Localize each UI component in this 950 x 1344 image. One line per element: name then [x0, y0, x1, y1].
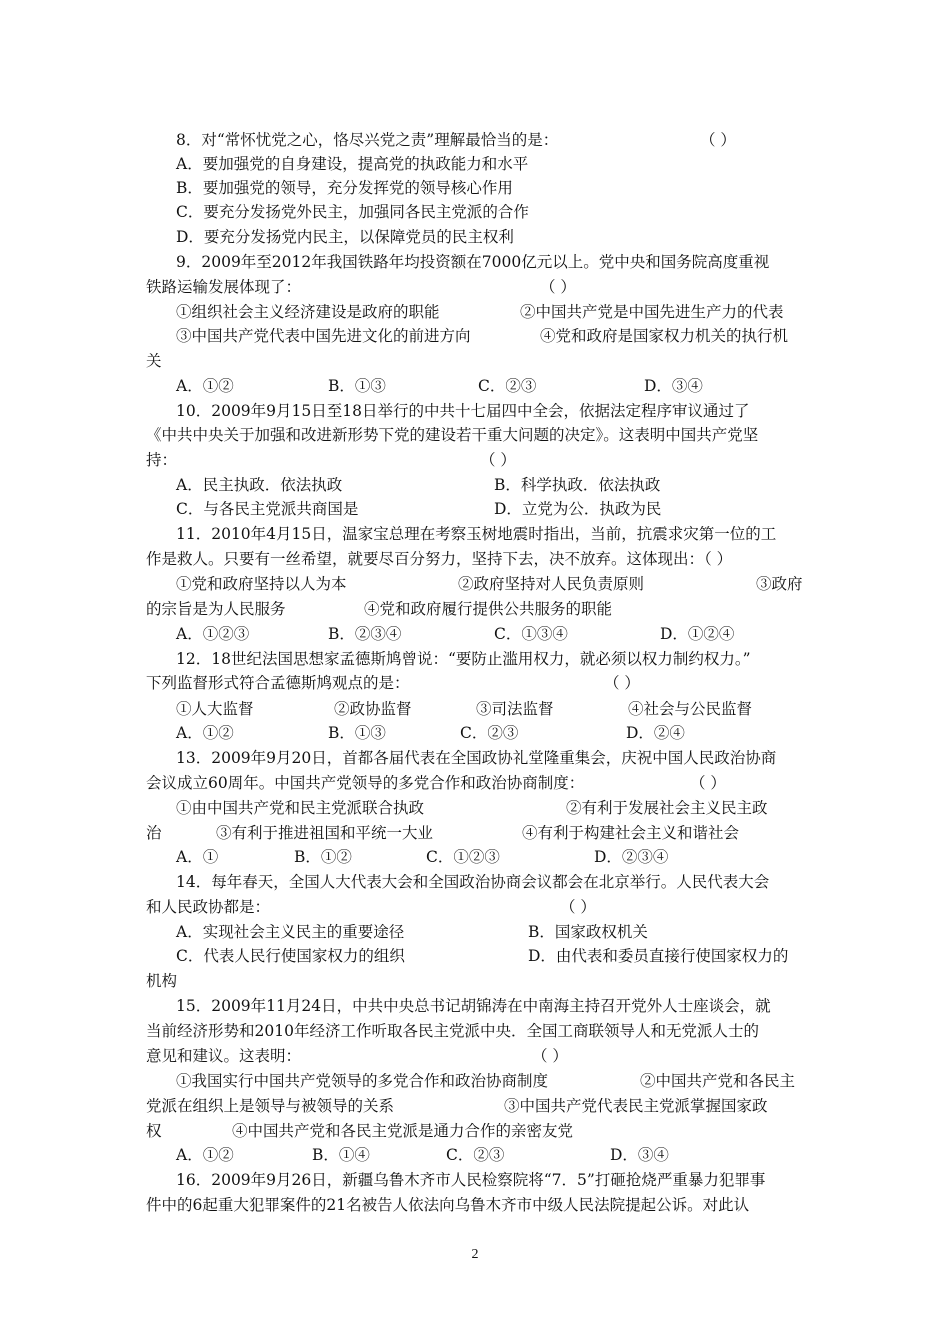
text-segment: 8．对“常怀忧党之心，恪尽兴党之责”理解最恰当的是： [176, 131, 559, 149]
text-segment: （ ） [690, 774, 726, 792]
text-line [0, 746, 950, 770]
text-segment: D．③④ [644, 377, 703, 395]
text-line [0, 128, 950, 152]
text-segment: A．①②③ [176, 625, 250, 643]
text-segment: 党派在组织上是领导与被领导的关系 [146, 1097, 395, 1115]
text-line [0, 771, 950, 795]
text-segment: ③中国共产党代表民主党派掌握国家政 [504, 1097, 768, 1115]
text-segment: 16．2009年9月26日，新疆乌鲁木齐市人民检察院将“7．5”打砸抢烧严重暴力犯罪事 [176, 1171, 766, 1189]
text-segment: B．①④ [312, 1146, 370, 1164]
text-segment: 10．2009年9月15日至18日举行的中共十七届四中全会，依据法定程序审议通过了 [176, 402, 750, 420]
text-line [0, 821, 950, 845]
text-line [0, 497, 950, 521]
text-line [0, 1119, 950, 1143]
text-segment: ④党和政府是国家权力机关的执行机 [540, 327, 789, 345]
text-segment: （ ） [700, 131, 736, 149]
text-line [0, 275, 950, 299]
text-segment: B．②③④ [328, 625, 402, 643]
text-segment: A．要加强党的自身建设，提高党的执政能力和水平 [176, 155, 529, 173]
text-segment: A．①② [176, 724, 234, 742]
text-segment: ①组织社会主义经济建设是政府的职能 [176, 303, 440, 321]
text-segment: D．要充分发扬党内民主，以保障党员的民主权利 [176, 228, 514, 246]
text-segment: ①我国实行中国共产党领导的多党合作和政治协商制度 [176, 1072, 549, 1090]
text-segment: （ ） [532, 1047, 568, 1065]
text-segment: C．①③④ [494, 625, 568, 643]
text-segment: D．由代表和委员直接行使国家权力的 [528, 947, 789, 965]
text-segment: D．③④ [610, 1146, 669, 1164]
text-segment: C．②③ [460, 724, 519, 742]
text-segment: 会议成立60周年。中国共产党领导的多党合作和政治协商制度： [146, 774, 585, 792]
text-line [0, 324, 950, 348]
text-segment: C．②③ [446, 1146, 505, 1164]
text-line [0, 870, 950, 894]
text-segment: B．①③ [328, 724, 386, 742]
text-segment: ①人大监督 [176, 700, 254, 718]
text-segment: 9．2009年至2012年我国铁路年均投资额在7000亿元以上。党中央和国务院高度重视 [176, 253, 770, 271]
text-segment: ③政府 [756, 575, 803, 593]
text-line [0, 423, 950, 447]
text-line [0, 200, 950, 224]
text-segment: ③有利于推进祖国和平统一大业 [216, 824, 434, 842]
text-segment: ④中国共产党和各民主党派是通力合作的亲密友党 [232, 1122, 574, 1140]
text-line [0, 349, 950, 373]
text-line [0, 796, 950, 820]
text-segment: ①党和政府坚持以人为本 [176, 575, 347, 593]
text-segment: 关 [146, 352, 162, 370]
text-segment: （ ） [560, 898, 596, 916]
text-segment: C．①②③ [426, 848, 500, 866]
text-line [0, 1143, 950, 1167]
text-line [0, 1069, 950, 1093]
text-segment: D．立党为公．执政为民 [494, 500, 662, 518]
text-segment: 的宗旨是为人民服务 [146, 600, 286, 618]
text-segment: 《中共中央关于加强和改进新形势下党的建设若干重大问题的决定》。这表明中国共产党坚 [146, 426, 759, 444]
text-segment: C．②③ [478, 377, 537, 395]
text-line [0, 572, 950, 596]
text-line [0, 300, 950, 324]
text-segment: 意见和建议。这表明： [146, 1047, 302, 1065]
text-segment: B．国家政权机关 [528, 923, 648, 941]
text-line [0, 1168, 950, 1192]
text-line [0, 1193, 950, 1217]
text-line [0, 152, 950, 176]
text-segment: 下列监督形式符合孟德斯鸠观点的是： [146, 674, 410, 692]
text-line [0, 721, 950, 745]
text-line [0, 994, 950, 1018]
text-line [0, 845, 950, 869]
text-segment: D．②③④ [594, 848, 669, 866]
text-segment: B．科学执政．依法执政 [494, 476, 661, 494]
text-line [0, 944, 950, 968]
text-line [0, 1094, 950, 1118]
text-segment: ②政协监督 [334, 700, 412, 718]
text-segment: C．要充分发扬党外民主，加强同各民主党派的合作 [176, 203, 529, 221]
text-segment: ②政府坚持对人民负责原则 [458, 575, 645, 593]
text-line [0, 473, 950, 497]
text-segment: 权 [146, 1122, 162, 1140]
text-line [0, 399, 950, 423]
text-segment: D．②④ [626, 724, 685, 742]
text-line [0, 895, 950, 919]
text-segment: 当前经济形势和2010年经济工作听取各民主党派中央．全国工商联领导人和无党派人士的 [146, 1022, 759, 1040]
text-segment: （ ） [480, 451, 516, 469]
text-segment: （ ） [604, 674, 640, 692]
text-segment: 14．每年春天，全国人大代表大会和全国政治协商会议都会在北京举行。人民代表大会 [176, 873, 770, 891]
text-segment: B．要加强党的领导，充分发挥党的领导核心作用 [176, 179, 513, 197]
text-segment: ④社会与公民监督 [628, 700, 753, 718]
text-line [0, 622, 950, 646]
text-segment: 11．2010年4月15日，温家宝总理在考察玉树地震时指出，当前，抗震求灾第一位的工 [176, 525, 777, 543]
text-segment: ①由中国共产党和民主党派联合执政 [176, 799, 425, 817]
text-line [0, 176, 950, 200]
text-line [0, 671, 950, 695]
text-segment: ②中国共产党和各民主 [640, 1072, 796, 1090]
text-line [0, 547, 950, 571]
text-segment: 15．2009年11月24日，中共中央总书记胡锦涛在中南海主持召开党外人士座谈会，就 [176, 997, 771, 1015]
text-segment: ②有利于发展社会主义民主政 [566, 799, 768, 817]
text-segment: D．①②④ [660, 625, 735, 643]
text-segment: ②中国共产党是中国先进生产力的代表 [520, 303, 784, 321]
text-segment: 12．18世纪法国思想家孟德斯鸠曾说：“要防止滥用权力，就必须以权力制约权力。” [176, 650, 751, 668]
text-segment: C．与各民主党派共商国是 [176, 500, 359, 518]
text-segment: A．民主执政．依法执政 [176, 476, 343, 494]
text-segment: ④有利于构建社会主义和谐社会 [522, 824, 740, 842]
text-line [0, 225, 950, 249]
text-segment: ③司法监督 [476, 700, 554, 718]
text-segment: 铁路运输发展体现了： [146, 278, 302, 296]
text-line [0, 448, 950, 472]
text-line [0, 969, 950, 993]
text-segment: 件中的6起重大犯罪案件的21名被告人依法向乌鲁木齐市中级人民法院提起公诉。对此认 [146, 1196, 750, 1214]
text-segment: 治 [146, 824, 162, 842]
text-segment: A．实现社会主义民主的重要途径 [176, 923, 405, 941]
text-line [0, 1044, 950, 1068]
text-line [0, 920, 950, 944]
text-segment: 机构 [146, 972, 178, 990]
text-segment: B．①② [294, 848, 352, 866]
text-segment: 作是救人。只要有一丝希望，就要尽百分努力，坚持下去，决不放弃。这体现出：（ ） [146, 550, 733, 568]
page-number: 2 [471, 1247, 479, 1262]
text-line [0, 374, 950, 398]
text-segment: ③中国共产党代表中国先进文化的前进方向 [176, 327, 471, 345]
text-segment: B．①③ [328, 377, 386, 395]
text-segment: 持： [146, 451, 178, 469]
text-segment: A．① [176, 848, 219, 866]
text-line [0, 647, 950, 671]
text-segment: C．代表人民行使国家权力的组织 [176, 947, 405, 965]
text-line [0, 250, 950, 274]
text-line [0, 1019, 950, 1043]
text-segment: A．①② [176, 377, 234, 395]
text-line [0, 597, 950, 621]
text-segment: 13．2009年9月20日，首都各届代表在全国政协礼堂隆重集会，庆祝中国人民政治协商 [176, 749, 777, 767]
text-segment: ④党和政府履行提供公共服务的职能 [364, 600, 613, 618]
text-segment: A．①② [176, 1146, 234, 1164]
text-line [0, 522, 950, 546]
text-line [0, 697, 950, 721]
text-segment: 和人民政协都是： [146, 898, 271, 916]
text-segment: （ ） [540, 278, 576, 296]
